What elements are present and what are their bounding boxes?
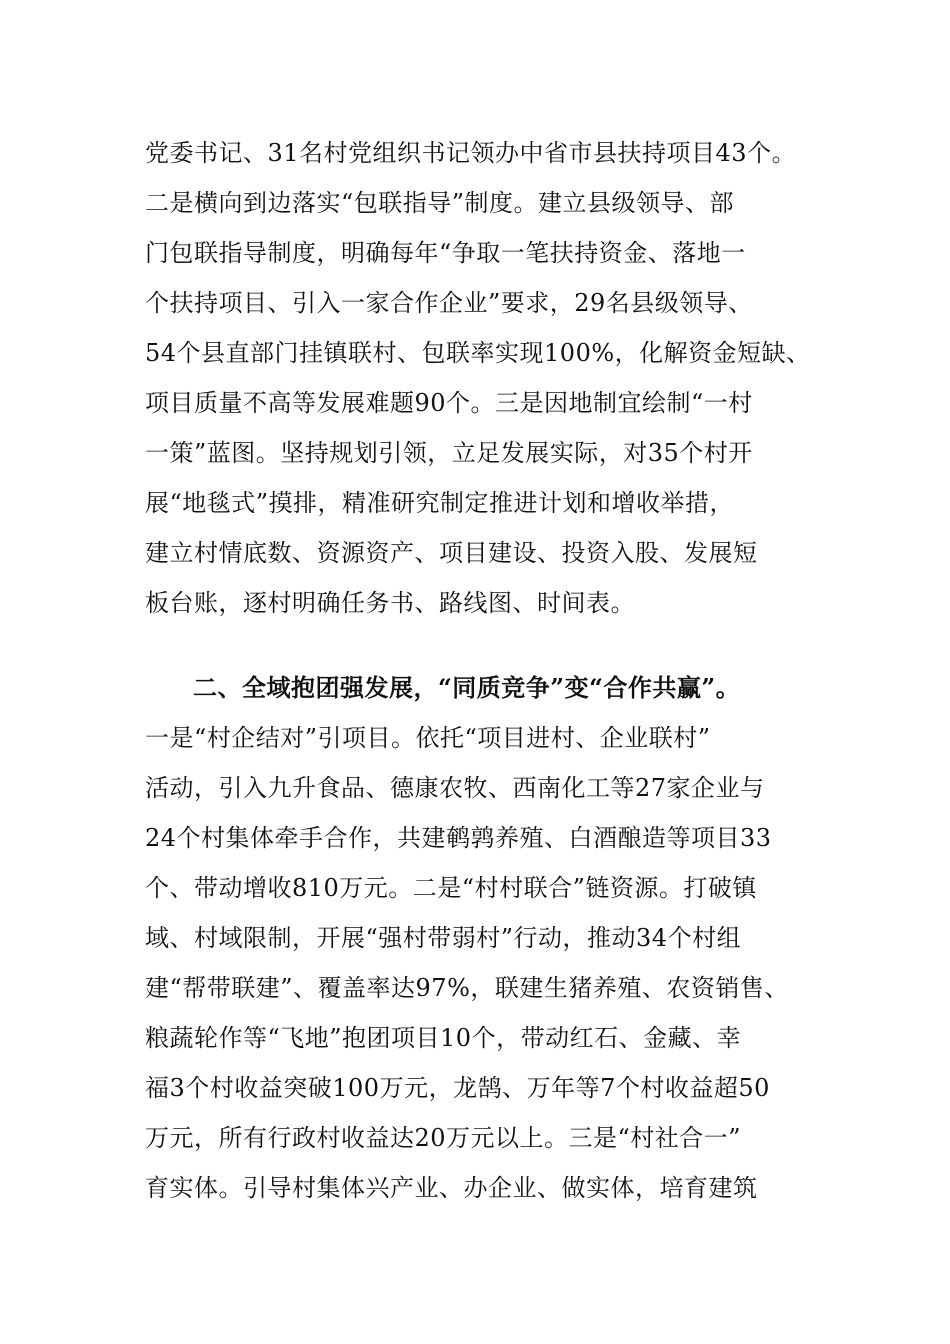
text-line: 个、带动增收810万元。二是“村村联合”链资源。打破镇 [145, 874, 757, 902]
paragraph-section-one [145, 128, 835, 628]
text-line: 域、村域限制，开展“强村带弱村”行动，推动34个村组 [145, 924, 742, 952]
text-line: 党委书记、31名村党组织书记领办中省市县扶持项目43个。 [145, 139, 797, 167]
text-line: 粮蔬轮作等“飞地”抱团项目10个，带动红石、金藏、幸 [145, 1024, 742, 1052]
text-line: 育实体。引导村集体兴产业、办企业、做实体，培育建筑 [145, 1174, 758, 1202]
text-line: 个扶持项目、引入一家合作企业”要求，29名县级领导、 [145, 289, 753, 317]
text-line: 24个村集体牵手合作，共建鹌鹑养殖、白酒酿造等项目33 [145, 824, 772, 852]
text-line: 54个县直部门挂镇联村、包联率实现100%，化解资金短缺、 [145, 339, 811, 367]
text-line: 建“帮带联建”、覆盖率达97%，联建生猪养殖、农资销售、 [145, 974, 789, 1002]
text-line: 一策”蓝图。坚持规划引领，立足发展实际，对35个村开 [145, 439, 753, 467]
text-line: 二是横向到边落实“包联指导”制度。建立县级领导、部 [145, 189, 735, 217]
text-line: 建立村情底数、资源资产、项目建设、投资入股、发展短 [145, 539, 758, 567]
text-line: 展“地毯式”摸排，精准研究制定推进计划和增收举措， [145, 489, 735, 517]
text-line: 项目质量不高等发展难题90个。三是因地制宜绘制“一村 [145, 389, 753, 417]
text-line: 板台账，逐村明确任务书、路线图、时间表。 [145, 589, 635, 617]
section-heading: 二、全域抱团强发展，“同质竞争”变“合作共赢”。 [193, 673, 741, 702]
paragraph-section-two [145, 663, 835, 1213]
text-line: 活动，引入九升食品、德康农牧、西南化工等27家企业与 [145, 774, 765, 802]
text-line: 一是“村企结对”引项目。依托“项目进村、企业联村” [145, 724, 711, 752]
text-line: 门包联指导制度，明确每年“争取一笔扶持资金、落地一 [145, 239, 746, 267]
text-line: 万元，所有行政村收益达20万元以上。三是“村社合一” [145, 1124, 742, 1152]
text-line: 福3个村收益突破100万元，龙鹄、万年等7个村收益超50 [145, 1074, 770, 1102]
